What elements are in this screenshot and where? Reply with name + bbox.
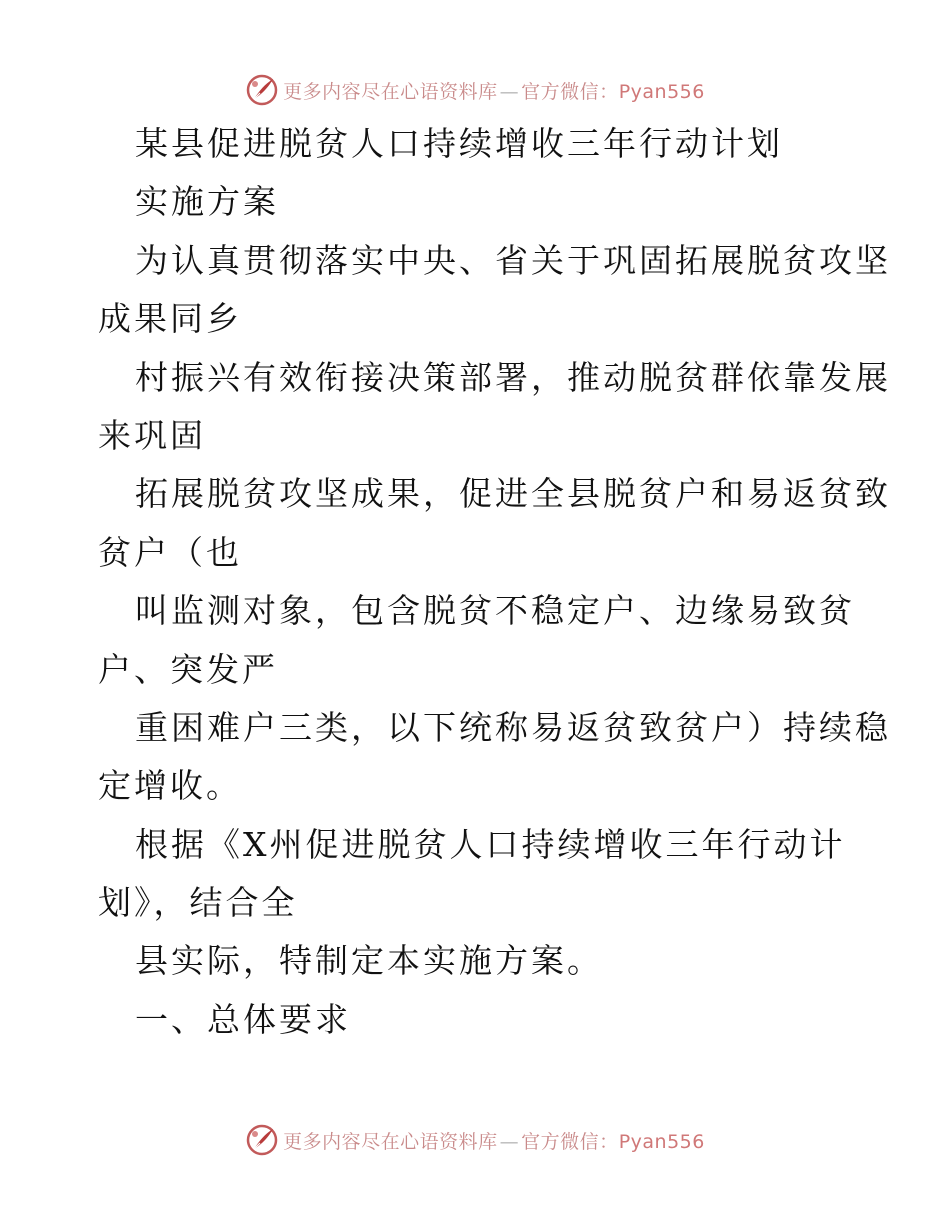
text-line: 贫户（也 (98, 532, 242, 572)
text-line: 为认真贯彻落实中央、省关于巩固拓展脱贫攻坚 (135, 240, 891, 280)
quill-logo-icon (245, 1123, 279, 1157)
text-line: 成果同乡 (98, 299, 242, 339)
text-line: 户、突发严 (98, 649, 278, 689)
text-line: 实施方案 (135, 182, 279, 222)
text-line: 根据《X州促进脱贫人口持续增收三年行动计 (135, 824, 846, 864)
text-line: 划》，结合全 (98, 883, 298, 923)
watermark-text: 更多内容尽在心语资料库 — 官方微信：Pyan556 (283, 1130, 705, 1153)
text-line: 村振兴有效衔接决策部署，推动脱贫群依靠发展 (135, 357, 891, 397)
text-line: 叫监测对象，包含脱贫不稳定户、边缘易致贫 (135, 591, 855, 631)
watermark-text: 更多内容尽在心语资料库 — 官方微信：Pyan556 (283, 80, 705, 103)
text-line: 定增收。 (98, 766, 242, 806)
header-watermark (0, 70, 950, 110)
text-line: 县实际，特制定本实施方案。 (135, 941, 603, 981)
text-line: 一、总体要求 (135, 999, 351, 1039)
quill-logo-icon (245, 73, 279, 107)
footer-watermark (0, 1120, 950, 1160)
text-line: 拓展脱贫攻坚成果，促进全县脱贫户和易返贫致 (135, 474, 891, 514)
text-line: 来巩固 (98, 415, 206, 455)
document-body (98, 115, 891, 1049)
text-line: 某县促进脱贫人口持续增收三年行动计划 (135, 124, 783, 163)
text-line: 重困难户三类，以下统称易返贫致贫户）持续稳 (135, 707, 891, 747)
